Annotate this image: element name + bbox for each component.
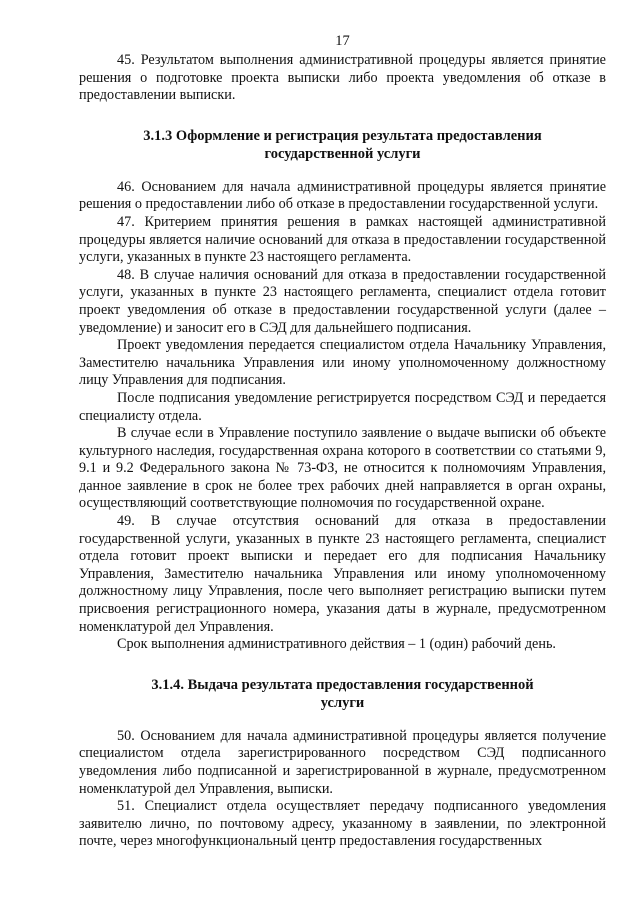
paragraph-51: 51. Специалист отдела осуществляет передачу подписанного уведомления заявителю лично, по почтовому адресу, указанному в заявлении, по электронной почте, через многофункциональный центр предоставления государственных	[79, 798, 606, 850]
section-heading-3-1-4: 3.1.4. Выдача результата предоставления государственной услуги	[151, 676, 534, 711]
paragraph-48: 48. В случае наличия оснований для отказа в предоставлении государственной услуги, указанных в пункте 23 настоящего регламента, специалист отдела готовит проект уведомления об отказе в предоставлении государственной услуги (далее – уведомление) и заносит его в СЭД для дальнейшего подписания.	[79, 266, 606, 336]
paragraph-46: 46. Основанием для начала административной процедуры является принятие решения о предоставлении либо об отказе в предоставлении государственной услуги.	[79, 178, 606, 213]
spacer	[79, 712, 606, 728]
paragraph-50: 50. Основанием для начала административной процедуры является получение специалистом отдела зарегистрированного посредством СЭД подписанного уведомления либо подписанной и зарегистрированной в журнале, предусмотренном номенклатурой дел Управления, выписки.	[79, 727, 606, 797]
spacer	[79, 105, 606, 127]
paragraph-47: 47. Критерием принятия решения в рамках настоящей административной процедуры является наличие оснований для отказа в предоставлении государственной услуги, указанных в пункте 23 настоящего регламента.	[79, 213, 606, 266]
page-number: 17	[335, 33, 350, 49]
paragraph-deadline: Срок выполнения административного действия – 1 (один) рабочий день.	[117, 636, 556, 653]
spacer	[79, 163, 606, 179]
paragraph-49: 49. В случае отсутствия оснований для отказа в предоставлении государственной услуги, указанных в пункте 23 настоящего регламента, специалист отдела готовит проект выписки и передает его для подписания Начальнику Управления, Заместителю начальника Управления или иному уполномоченному должностному лицу Управления, после чего выполняет регистрацию выписки путем присвоения регистрационного номера, указания даты в журнале, предусмотренном номенклатурой дел Управления.	[79, 513, 606, 635]
paragraph-redirect-application: В случае если в Управление поступило заявление о выдаче выписки об объекте культурного наследия, государственная охрана которого в соответствии со статьями 9, 9.1 и 9.2 Федерального закона № 73-ФЗ, не относится к полномочиям Управления, данное заявление в срок не более трех рабочих дней направляется в орган охраны, осуществляющий соответствующие полномочия по государственной охране.	[79, 425, 606, 512]
document-page	[79, 32, 606, 851]
section-heading-3-1-3: 3.1.3 Оформление и регистрация результата предоставления государственной услуги	[143, 127, 542, 162]
paragraph-notice-transfer: Проект уведомления передается специалистом отдела Начальнику Управления, Заместителю начальника Управления или иному уполномоченному должностному лицу Управления для подписания.	[79, 337, 606, 389]
spacer	[79, 654, 606, 676]
paragraph-notice-registration: После подписания уведомление регистрируется посредством СЭД и передается специалисту отдела.	[79, 389, 606, 424]
paragraph-45: 45. Результатом выполнения административной процедуры является принятие решения о подготовке проекта выписки либо проекта уведомления об отказе в предоставлении выписки.	[79, 52, 606, 104]
